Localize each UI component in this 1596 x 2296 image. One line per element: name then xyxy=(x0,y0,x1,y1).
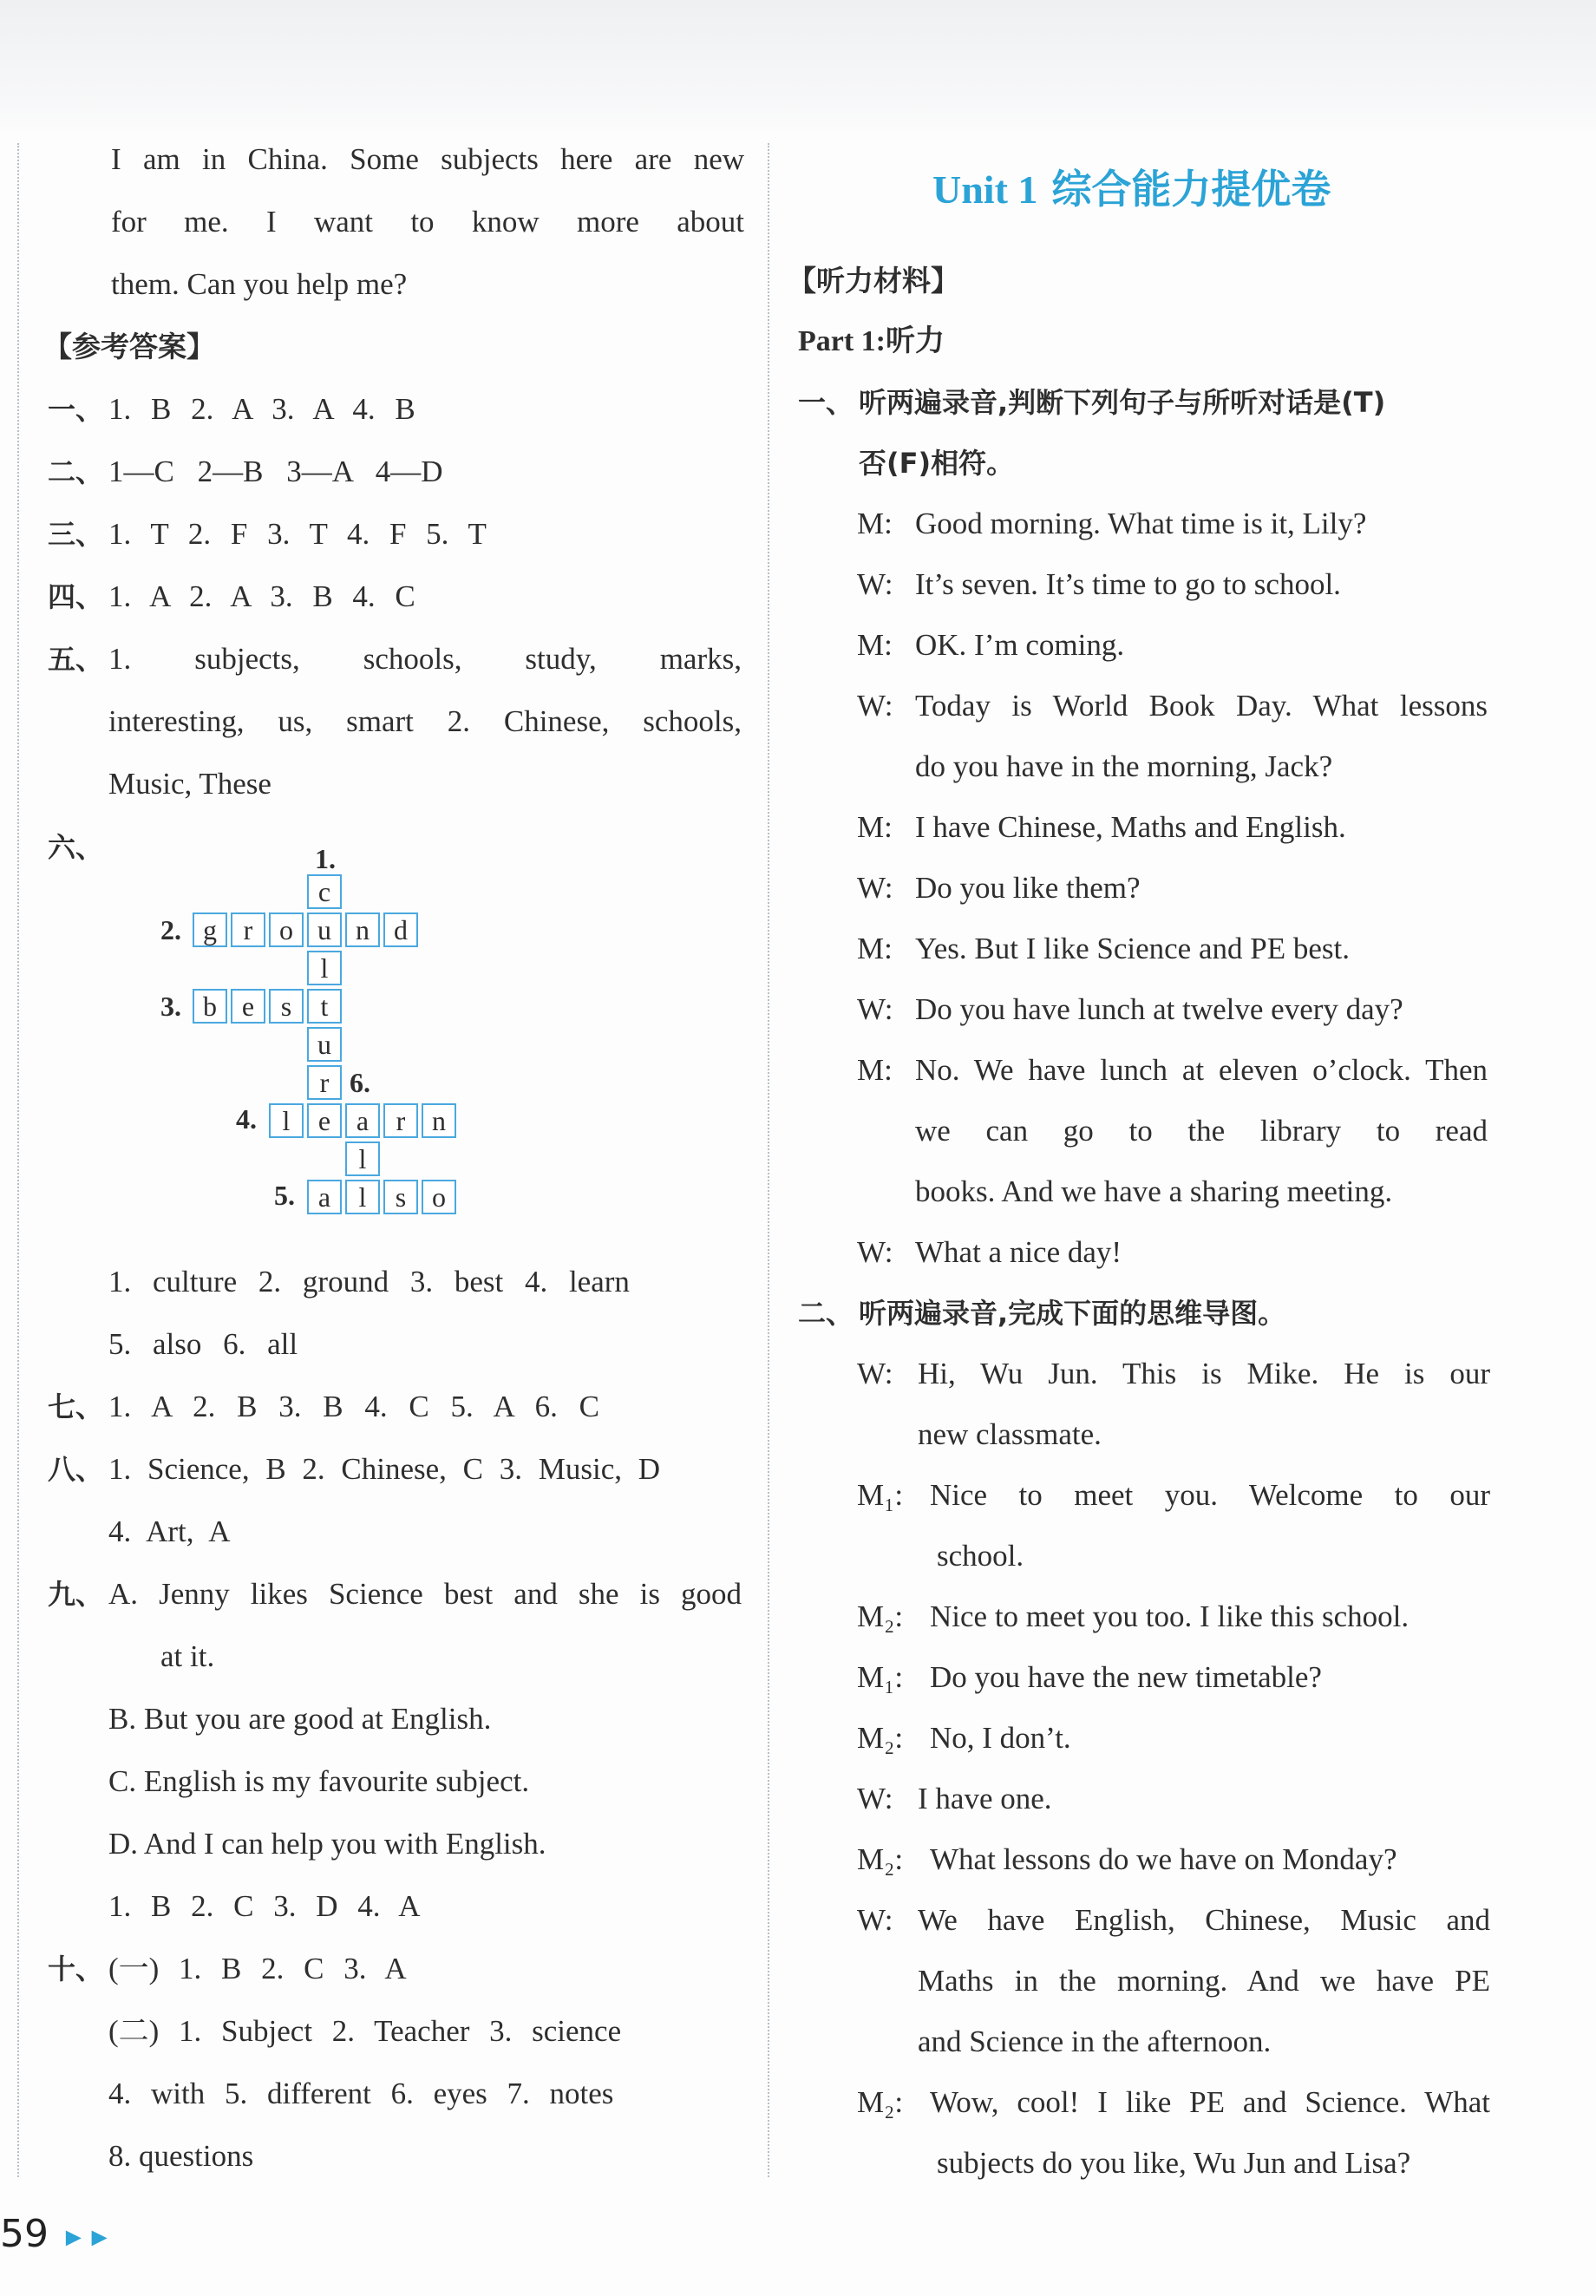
answers-heading: 【参考答案】 xyxy=(43,330,215,363)
question-2-mark: 二、 xyxy=(798,1297,854,1330)
speaker-label: W: xyxy=(857,871,893,905)
dialogue-line: It’s seven. It’s time to go to school. xyxy=(915,567,1341,601)
section-10-line-2: (二) 1. Subject 2. Teacher 3. science xyxy=(108,2014,622,2048)
crossword-cell: l xyxy=(345,1180,380,1214)
crossword-cell: r xyxy=(231,913,265,947)
dialogue-line: OK. I’m coming. xyxy=(915,628,1125,662)
question-1-line-2: 否(F)相符。 xyxy=(859,447,1015,480)
section-5-line-2: interesting, us, smart 2. Chinese, schools, xyxy=(108,704,742,738)
section-1-answers: 1. B 2. A 3. A 4. B xyxy=(108,392,415,426)
clue-number-1: 1. xyxy=(315,843,336,874)
crossword-cell: t xyxy=(307,989,342,1024)
speaker-label: M₁: xyxy=(857,1478,904,1512)
dialogue-line-continued: books. And we have a sharing meeting. xyxy=(915,1174,1393,1208)
section-8-line-1: 1. Science, B 2. Chinese, C 3. Music, D xyxy=(108,1452,661,1486)
crossword-cell: o xyxy=(422,1180,456,1214)
clue-number-2: 2. xyxy=(160,914,181,945)
listening-material-heading: 【听力材料】 xyxy=(788,264,959,298)
dialogue-line: Do you have the new timetable? xyxy=(930,1660,1322,1694)
dialogue-line: Yes. But I like Science and PE best. xyxy=(915,932,1350,965)
dialogue-line: Today is World Book Day. What lessons xyxy=(915,689,1488,723)
dialogue-line-continued: school. xyxy=(937,1539,1024,1573)
speaker-label: W: xyxy=(857,567,893,601)
dialogue-line: No, I don’t. xyxy=(930,1721,1071,1755)
section-6-line-1: 1. culture 2. ground 3. best 4. learn xyxy=(108,1265,630,1298)
crossword-cell: l xyxy=(269,1103,304,1138)
crossword-cell: u xyxy=(307,1027,342,1062)
dialogue-line-continued: Maths in the morning. And we have PE xyxy=(918,1964,1490,1998)
section-4-mark: 四、 xyxy=(48,580,104,613)
speaker-label: M: xyxy=(857,932,893,965)
section-5-mark: 五、 xyxy=(48,643,104,676)
crossword-cell: l xyxy=(345,1141,380,1176)
section-3-answers: 1. T 2. F 3. T 4. F 5. T xyxy=(108,517,487,551)
intro-line-2: for me. I want to know more about xyxy=(111,205,744,239)
section-2-mark: 二、 xyxy=(48,455,104,488)
crossword-cell: r xyxy=(307,1065,342,1100)
section-9-option-a: A. Jenny likes Science best and she is good xyxy=(108,1577,742,1611)
crossword-cell: d xyxy=(383,913,418,947)
dialogue-line: I have Chinese, Maths and English. xyxy=(915,810,1346,844)
section-5-line-3: Music, These xyxy=(108,767,271,801)
speaker-label: M: xyxy=(857,1053,893,1087)
crossword-cell: o xyxy=(269,913,304,947)
column-divider xyxy=(768,143,769,2177)
dialogue-line: I have one. xyxy=(918,1782,1052,1815)
section-9-option-a-cont: at it. xyxy=(160,1639,215,1673)
dialogue-line: No. We have lunch at eleven o’clock. Then xyxy=(915,1053,1488,1087)
dialogue-line: Good morning. What time is it, Lily? xyxy=(915,507,1367,540)
crossword-cell: b xyxy=(193,989,227,1024)
dialogue-line-continued: do you have in the morning, Jack? xyxy=(915,749,1333,783)
page-title xyxy=(932,165,1331,214)
speaker-label: W: xyxy=(857,1782,893,1815)
section-9-option-d: D. And I can help you with English. xyxy=(108,1827,546,1861)
left-margin-line xyxy=(17,143,19,2177)
crossword-cell: c xyxy=(307,874,342,909)
crossword-cell: e xyxy=(307,1103,342,1138)
section-8-line-2: 4. Art, A xyxy=(108,1514,231,1548)
crossword-cell: g xyxy=(193,913,227,947)
section-5-line-1: 1. subjects, schools, study, marks, xyxy=(108,642,742,676)
section-7-answers: 1. A 2. B 3. B 4. C 5. A 6. C xyxy=(108,1390,599,1423)
dialogue-line: We have English, Chinese, Music and xyxy=(918,1903,1490,1937)
section-9-option-c: C. English is my favourite subject. xyxy=(108,1764,530,1798)
section-10-line-4: 8. questions xyxy=(108,2139,254,2173)
dialogue-line: Do you like them? xyxy=(915,871,1141,905)
crossword-cell: n xyxy=(422,1103,456,1138)
section-6-mark: 六、 xyxy=(48,831,104,864)
speaker-label: M₂: xyxy=(857,2085,904,2119)
speaker-label: W: xyxy=(857,992,893,1026)
dialogue-line-continued: new classmate. xyxy=(918,1417,1102,1451)
question-2-line-1: 听两遍录音,完成下面的思维导图。 xyxy=(859,1297,1286,1330)
crossword-cell: n xyxy=(345,913,380,947)
speaker-label: M: xyxy=(857,628,893,662)
speaker-label: W: xyxy=(857,689,893,723)
clue-number-4: 4. xyxy=(236,1103,257,1135)
dialogue-line: Hi, Wu Jun. This is Mike. He is our xyxy=(918,1357,1490,1390)
section-9-mark: 九、 xyxy=(48,1578,104,1611)
page-number: 59 xyxy=(0,2212,49,2256)
section-10-mark: 十、 xyxy=(48,1953,104,1985)
section-10-line-1: (一) 1. B 2. C 3. A xyxy=(108,1952,407,1985)
title-chinese: 综合能力提优卷 xyxy=(1051,166,1331,213)
speaker-label: M₂: xyxy=(857,1599,904,1633)
dialogue-line-continued: and Science in the afternoon. xyxy=(918,2025,1272,2058)
crossword-cell: s xyxy=(383,1180,418,1214)
page-arrows-icon: ►► xyxy=(61,2223,113,2252)
section-2-answers: 1—C 2—B 3—A 4—D xyxy=(108,455,443,488)
speaker-label: W: xyxy=(857,1235,893,1269)
top-shadow-band xyxy=(0,0,1596,130)
speaker-label: W: xyxy=(857,1357,893,1390)
section-6-line-2: 5. also 6. all xyxy=(108,1327,298,1361)
crossword-cell: r xyxy=(383,1103,418,1138)
speaker-label: W: xyxy=(857,1903,893,1937)
clue-number-6: 6. xyxy=(350,1067,370,1098)
section-9-option-b: B. But you are good at English. xyxy=(108,1702,492,1736)
dialogue-line-continued: subjects do you like, Wu Jun and Lisa? xyxy=(937,2146,1411,2180)
crossword-cell: l xyxy=(307,951,342,985)
crossword-cell: e xyxy=(231,989,265,1024)
speaker-label: M₂: xyxy=(857,1721,904,1755)
crossword-cell: a xyxy=(307,1180,342,1214)
section-8-mark: 八、 xyxy=(48,1453,104,1486)
dialogue-line: What a nice day! xyxy=(915,1235,1122,1269)
crossword-cell: a xyxy=(345,1103,380,1138)
section-4-answers: 1. A 2. A 3. B 4. C xyxy=(108,579,415,613)
speaker-label: M₁: xyxy=(857,1660,904,1694)
dialogue-line: Nice to meet you. Welcome to our xyxy=(930,1478,1490,1512)
question-1-mark: 一、 xyxy=(798,386,854,419)
intro-line-3: them. Can you help me? xyxy=(111,267,408,301)
dialogue-line-continued: we can go to the library to read xyxy=(915,1114,1488,1148)
dialogue-line: Do you have lunch at twelve every day? xyxy=(915,992,1403,1026)
speaker-label: M₂: xyxy=(857,1842,904,1876)
dialogue-line: Wow, cool! I like PE and Science. What xyxy=(930,2085,1490,2119)
clue-number-5: 5. xyxy=(274,1180,295,1211)
dialogue-line: Nice to meet you too. I like this school. xyxy=(930,1599,1410,1633)
section-3-mark: 三、 xyxy=(48,518,104,551)
section-1-mark: 一、 xyxy=(48,393,104,426)
intro-line-1: I am in China. Some subjects here are new xyxy=(111,142,744,176)
question-1-line-1: 听两遍录音,判断下列句子与所听对话是(T) xyxy=(859,386,1386,419)
speaker-label: M: xyxy=(857,810,893,844)
crossword-cell: s xyxy=(269,989,304,1024)
crossword-cell: u xyxy=(307,913,342,947)
section-7-mark: 七、 xyxy=(48,1390,104,1423)
section-10-line-3: 4. with 5. different 6. eyes 7. notes xyxy=(108,2077,614,2110)
section-9-answers: 1. B 2. C 3. D 4. A xyxy=(108,1889,421,1923)
dialogue-line: What lessons do we have on Monday? xyxy=(930,1842,1397,1876)
clue-number-3: 3. xyxy=(160,991,181,1022)
title-unit: Unit 1 xyxy=(932,167,1038,212)
speaker-label: M: xyxy=(857,507,893,540)
part-heading: Part 1:听力 xyxy=(798,325,945,357)
